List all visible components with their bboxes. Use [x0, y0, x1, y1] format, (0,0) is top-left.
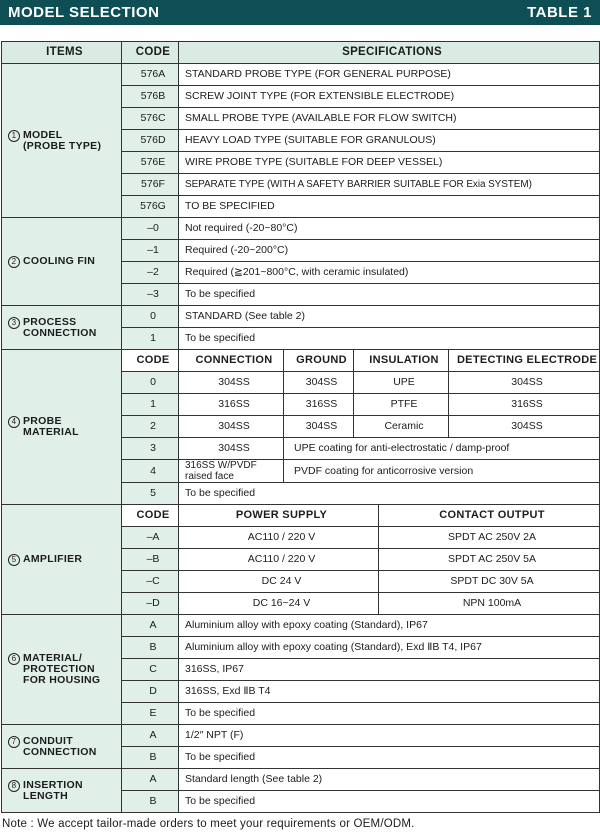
item-number: 4: [8, 416, 20, 428]
item-number: 1: [8, 130, 20, 142]
spec-cell: STANDARD (See table 2): [179, 306, 600, 328]
electrode-subheader: DETECTING ELECTRODE: [449, 350, 600, 372]
code-cell: 4: [122, 460, 179, 483]
item-number: 8: [8, 780, 20, 792]
table-label: TABLE 1: [527, 4, 592, 21]
table-row: [2, 725, 600, 747]
insulation-cell: Ceramic: [354, 416, 449, 438]
code-cell: A: [122, 769, 179, 791]
contact-output-cell: NPN 100mA: [379, 593, 600, 615]
spec-cell: To be specified: [179, 328, 600, 350]
table-row: [2, 769, 600, 791]
code-cell: 0: [122, 372, 179, 394]
code-cell: 576D: [122, 130, 179, 152]
table-row: [2, 615, 600, 637]
table-row: [2, 306, 600, 328]
power-supply-cell: AC110 / 220 V: [179, 549, 379, 571]
code-subheader: CODE: [122, 350, 179, 372]
code-cell: 5: [122, 483, 179, 505]
item-number: 2: [8, 256, 20, 268]
code-cell: –3: [122, 284, 179, 306]
code-cell: 2: [122, 416, 179, 438]
spec-cell: STANDARD PROBE TYPE (FOR GENERAL PURPOSE): [179, 64, 600, 86]
code-cell: –1: [122, 240, 179, 262]
code-cell: B: [122, 747, 179, 769]
spec-cell: To be specified: [179, 747, 600, 769]
code-cell: 576F: [122, 174, 179, 196]
item-number: 7: [8, 736, 20, 748]
table-subheader-row: [2, 350, 600, 372]
code-cell: –0: [122, 218, 179, 240]
code-cell: C: [122, 659, 179, 681]
power-supply-subheader: POWER SUPPLY: [179, 505, 379, 527]
code-cell: D: [122, 681, 179, 703]
code-cell: 0: [122, 306, 179, 328]
spec-cell: Not required (-20~80°C): [179, 218, 600, 240]
table-subheader-row: [2, 505, 600, 527]
item-number: 3: [8, 317, 20, 329]
contact-output-cell: SPDT AC 250V 2A: [379, 527, 600, 549]
table-row: [2, 64, 600, 86]
spec-cell: SMALL PROBE TYPE (AVAILABLE FOR FLOW SWITCH): [179, 108, 600, 130]
item-model: 1 MODEL (PROBE TYPE): [2, 64, 122, 218]
connection-cell: 304SS: [179, 438, 284, 460]
spec-cell: To be specified: [179, 791, 600, 813]
spec-cell: Standard length (See table 2): [179, 769, 600, 791]
item-number: 6: [8, 653, 20, 665]
spec-cell: WIRE PROBE TYPE (SUITABLE FOR DEEP VESSEL): [179, 152, 600, 174]
code-cell: 1: [122, 328, 179, 350]
code-cell: B: [122, 637, 179, 659]
spec-cell: To be specified: [179, 284, 600, 306]
electrode-cell: 316SS: [449, 394, 600, 416]
electrode-cell: 304SS: [449, 416, 600, 438]
contact-output-cell: SPDT AC 250V 5A: [379, 549, 600, 571]
contact-output-subheader: CONTACT OUTPUT: [379, 505, 600, 527]
title-bar: [0, 0, 600, 25]
item-conduit-connection: 7 CONDUIT CONNECTION: [2, 725, 122, 769]
connection-cell: 304SS: [179, 416, 284, 438]
power-supply-cell: AC110 / 220 V: [179, 527, 379, 549]
code-cell: 576G: [122, 196, 179, 218]
spec-cell: 316SS, IP67: [179, 659, 600, 681]
connection-cell: 316SS W/PVDF raised face: [179, 460, 284, 483]
code-cell: –C: [122, 571, 179, 593]
code-cell: 576E: [122, 152, 179, 174]
spec-cell: 316SS, Exd ⅡB T4: [179, 681, 600, 703]
item-number: 5: [8, 554, 20, 566]
code-cell: –B: [122, 549, 179, 571]
code-cell: E: [122, 703, 179, 725]
code-cell: A: [122, 615, 179, 637]
code-cell: 576B: [122, 86, 179, 108]
spec-cell: TO BE SPECIFIED: [179, 196, 600, 218]
electrode-cell: 304SS: [449, 372, 600, 394]
item-insertion-length: 8 INSERTION LENGTH: [2, 769, 122, 813]
code-cell: 1: [122, 394, 179, 416]
spec-cell: To be specified: [179, 483, 600, 505]
ground-cell: 304SS: [284, 416, 354, 438]
table-header-row: [2, 42, 600, 64]
spec-cell: Aluminium alloy with epoxy coating (Standard), Exd ⅡB T4, IP67: [179, 637, 600, 659]
power-supply-cell: DC 24 V: [179, 571, 379, 593]
code-cell: 3: [122, 438, 179, 460]
code-cell: –2: [122, 262, 179, 284]
spec-cell: HEAVY LOAD TYPE (SUITABLE FOR GRANULOUS): [179, 130, 600, 152]
insulation-cell: UPE: [354, 372, 449, 394]
connection-cell: 316SS: [179, 394, 284, 416]
item-housing: 6 MATERIAL/ PROTECTION FOR HOUSING: [2, 615, 122, 725]
item-probe-material: 4 PROBE MATERIAL: [2, 350, 122, 505]
code-cell: B: [122, 791, 179, 813]
model-selection-table: [1, 41, 600, 813]
connection-cell: 304SS: [179, 372, 284, 394]
connection-subheader: CONNECTION: [179, 350, 284, 372]
code-cell: A: [122, 725, 179, 747]
item-process-connection: 3 PROCESS CONNECTION: [2, 306, 122, 350]
code-header: CODE: [122, 42, 179, 64]
spec-cell: SCREW JOINT TYPE (FOR EXTENSIBLE ELECTRODE): [179, 86, 600, 108]
coating-note-cell: UPE coating for anti-electrostatic / damp-proof: [284, 438, 600, 460]
footer-note: Note : We accept tailor-made orders to meet your requirements or OEM/ODM.: [2, 818, 415, 830]
ground-subheader: GROUND: [284, 350, 354, 372]
ground-cell: 316SS: [284, 394, 354, 416]
ground-cell: 304SS: [284, 372, 354, 394]
spec-cell: 1/2″ NPT (F): [179, 725, 600, 747]
spec-cell: SEPARATE TYPE (WITH A SAFETY BARRIER SUITABLE FOR Exia SYSTEM): [179, 174, 600, 196]
contact-output-cell: SPDT DC 30V 5A: [379, 571, 600, 593]
spec-cell: To be specified: [179, 703, 600, 725]
code-cell: –A: [122, 527, 179, 549]
code-cell: 576C: [122, 108, 179, 130]
insulation-subheader: INSULATION: [354, 350, 449, 372]
page-title: MODEL SELECTION: [8, 4, 160, 21]
power-supply-cell: DC 16~24 V: [179, 593, 379, 615]
code-cell: 576A: [122, 64, 179, 86]
coating-note-cell: PVDF coating for anticorrosive version: [284, 460, 600, 483]
insulation-cell: PTFE: [354, 394, 449, 416]
item-cooling-fin: 2 COOLING FIN: [2, 218, 122, 306]
table-row: [2, 218, 600, 240]
code-subheader: CODE: [122, 505, 179, 527]
item-amplifier: 5 AMPLIFIER: [2, 505, 122, 615]
code-cell: –D: [122, 593, 179, 615]
spec-cell: Required (≧201~800°C, with ceramic insulated): [179, 262, 600, 284]
spec-cell: Required (-20~200°C): [179, 240, 600, 262]
specifications-header: SPECIFICATIONS: [179, 42, 600, 64]
items-header: ITEMS: [2, 42, 122, 64]
spec-cell: Aluminium alloy with epoxy coating (Standard), IP67: [179, 615, 600, 637]
